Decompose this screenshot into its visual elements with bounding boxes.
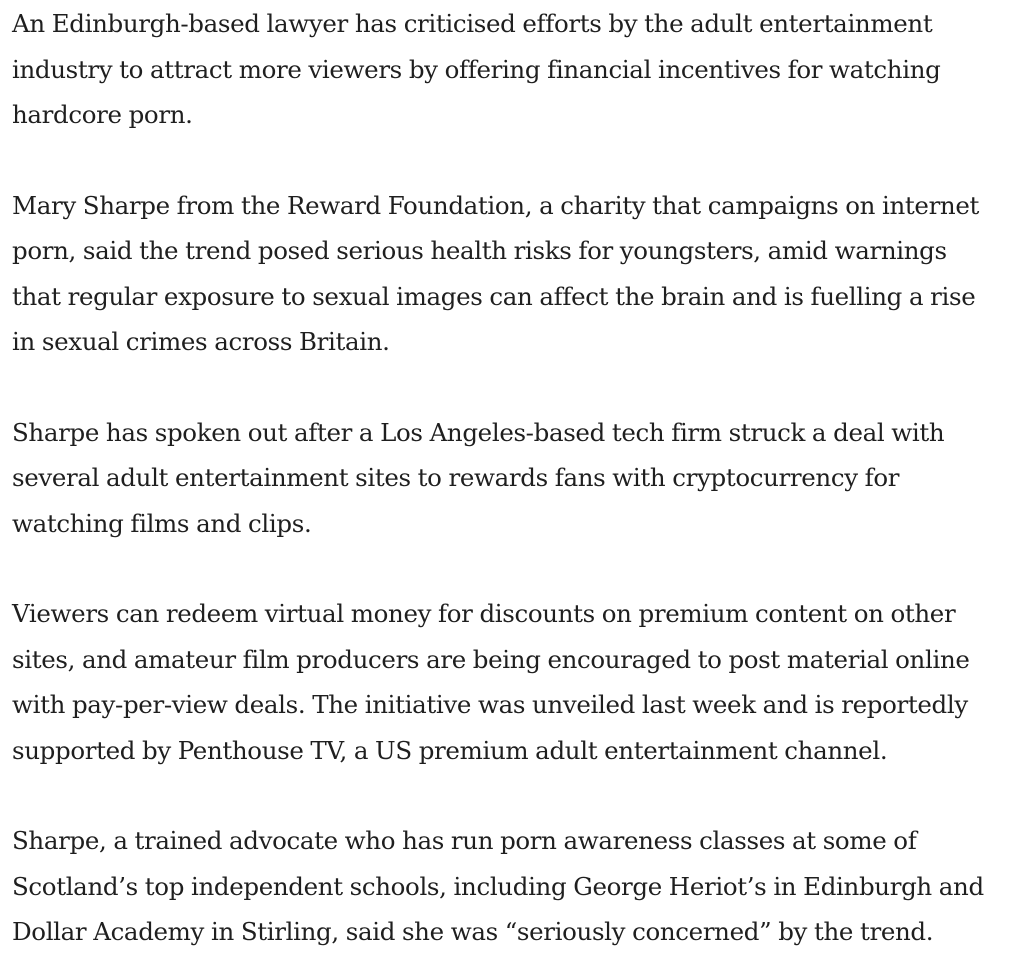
article-body [0,1,1024,955]
article-paragraph-2: Mary Sharpe from the Reward Foundation, a charity that campaigns on internet porn, said the trend posed serious health risks for youngsters, amid warnings that regular exposure to sexual images can affect the brain and is fuelling a rise in sexual crimes across Britain. [12,190,980,356]
article-paragraph-3: Sharpe has spoken out after a Los Angeles-based tech firm struck a deal with several adult entertainment sites to rewards fans with cryptocurrency for watching films and clips. [12,417,945,538]
article-paragraph-1: An Edinburgh-based lawyer has criticised efforts by the adult entertainment industry to attract more viewers by offering financial incentives for watching hardcore porn. [12,9,941,129]
article-paragraph-5: Sharpe, a trained advocate who has run porn awareness classes at some of Scotland’s top independent schools, including George Heriot’s in Edinburgh and Dollar Academy in Stirling, said she was “seriously concerned” by the trend. [12,826,984,946]
article-paragraph-4: Viewers can redeem virtual money for discounts on premium content on other sites, and amateur film producers are being encouraged to post material online with pay-per-view deals. The initiative was unveiled last week and is reportedly supported by Penthouse TV, a US premium adult entertainment channel. [12,599,970,765]
